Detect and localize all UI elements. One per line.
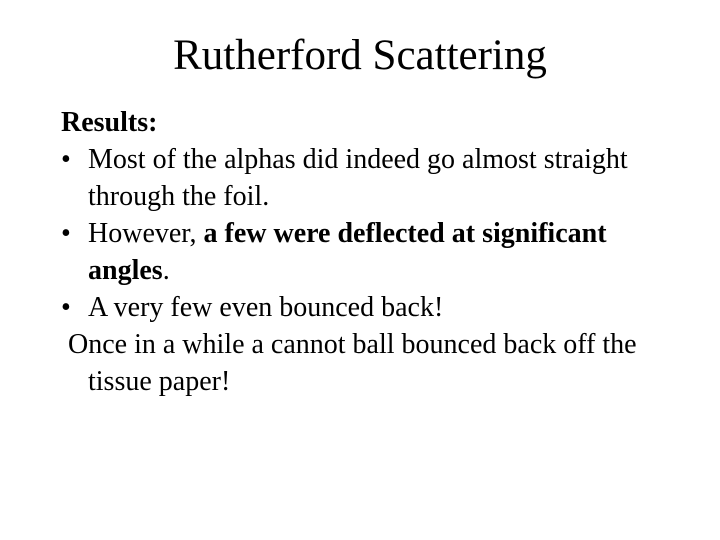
bullet-text-3: A very few even bounced back! <box>88 292 444 323</box>
bullet-text-1: Most of the alphas did indeed go almost straight through the foil. <box>88 144 628 212</box>
slide-body <box>61 104 681 400</box>
bullet-item-1 <box>61 141 681 215</box>
bullet-dot-icon: • <box>61 144 71 175</box>
bullet-text-2-suffix: . <box>162 255 170 286</box>
bullet-item-3 <box>61 289 681 326</box>
bullet-dot-icon: • <box>61 292 71 323</box>
results-heading: Results: <box>61 107 158 138</box>
bullet-text-2-prefix: However, <box>88 218 204 249</box>
bullet-item-2 <box>61 215 681 289</box>
bullet-text-2-emphasis: a few were deflected at significant angles <box>88 218 607 286</box>
closing-note: Once in a while a cannot ball bounced back off the tissue paper! <box>68 329 637 397</box>
bullet-dot-icon: • <box>61 218 71 249</box>
slide-title: Rutherford Scattering <box>173 32 547 79</box>
